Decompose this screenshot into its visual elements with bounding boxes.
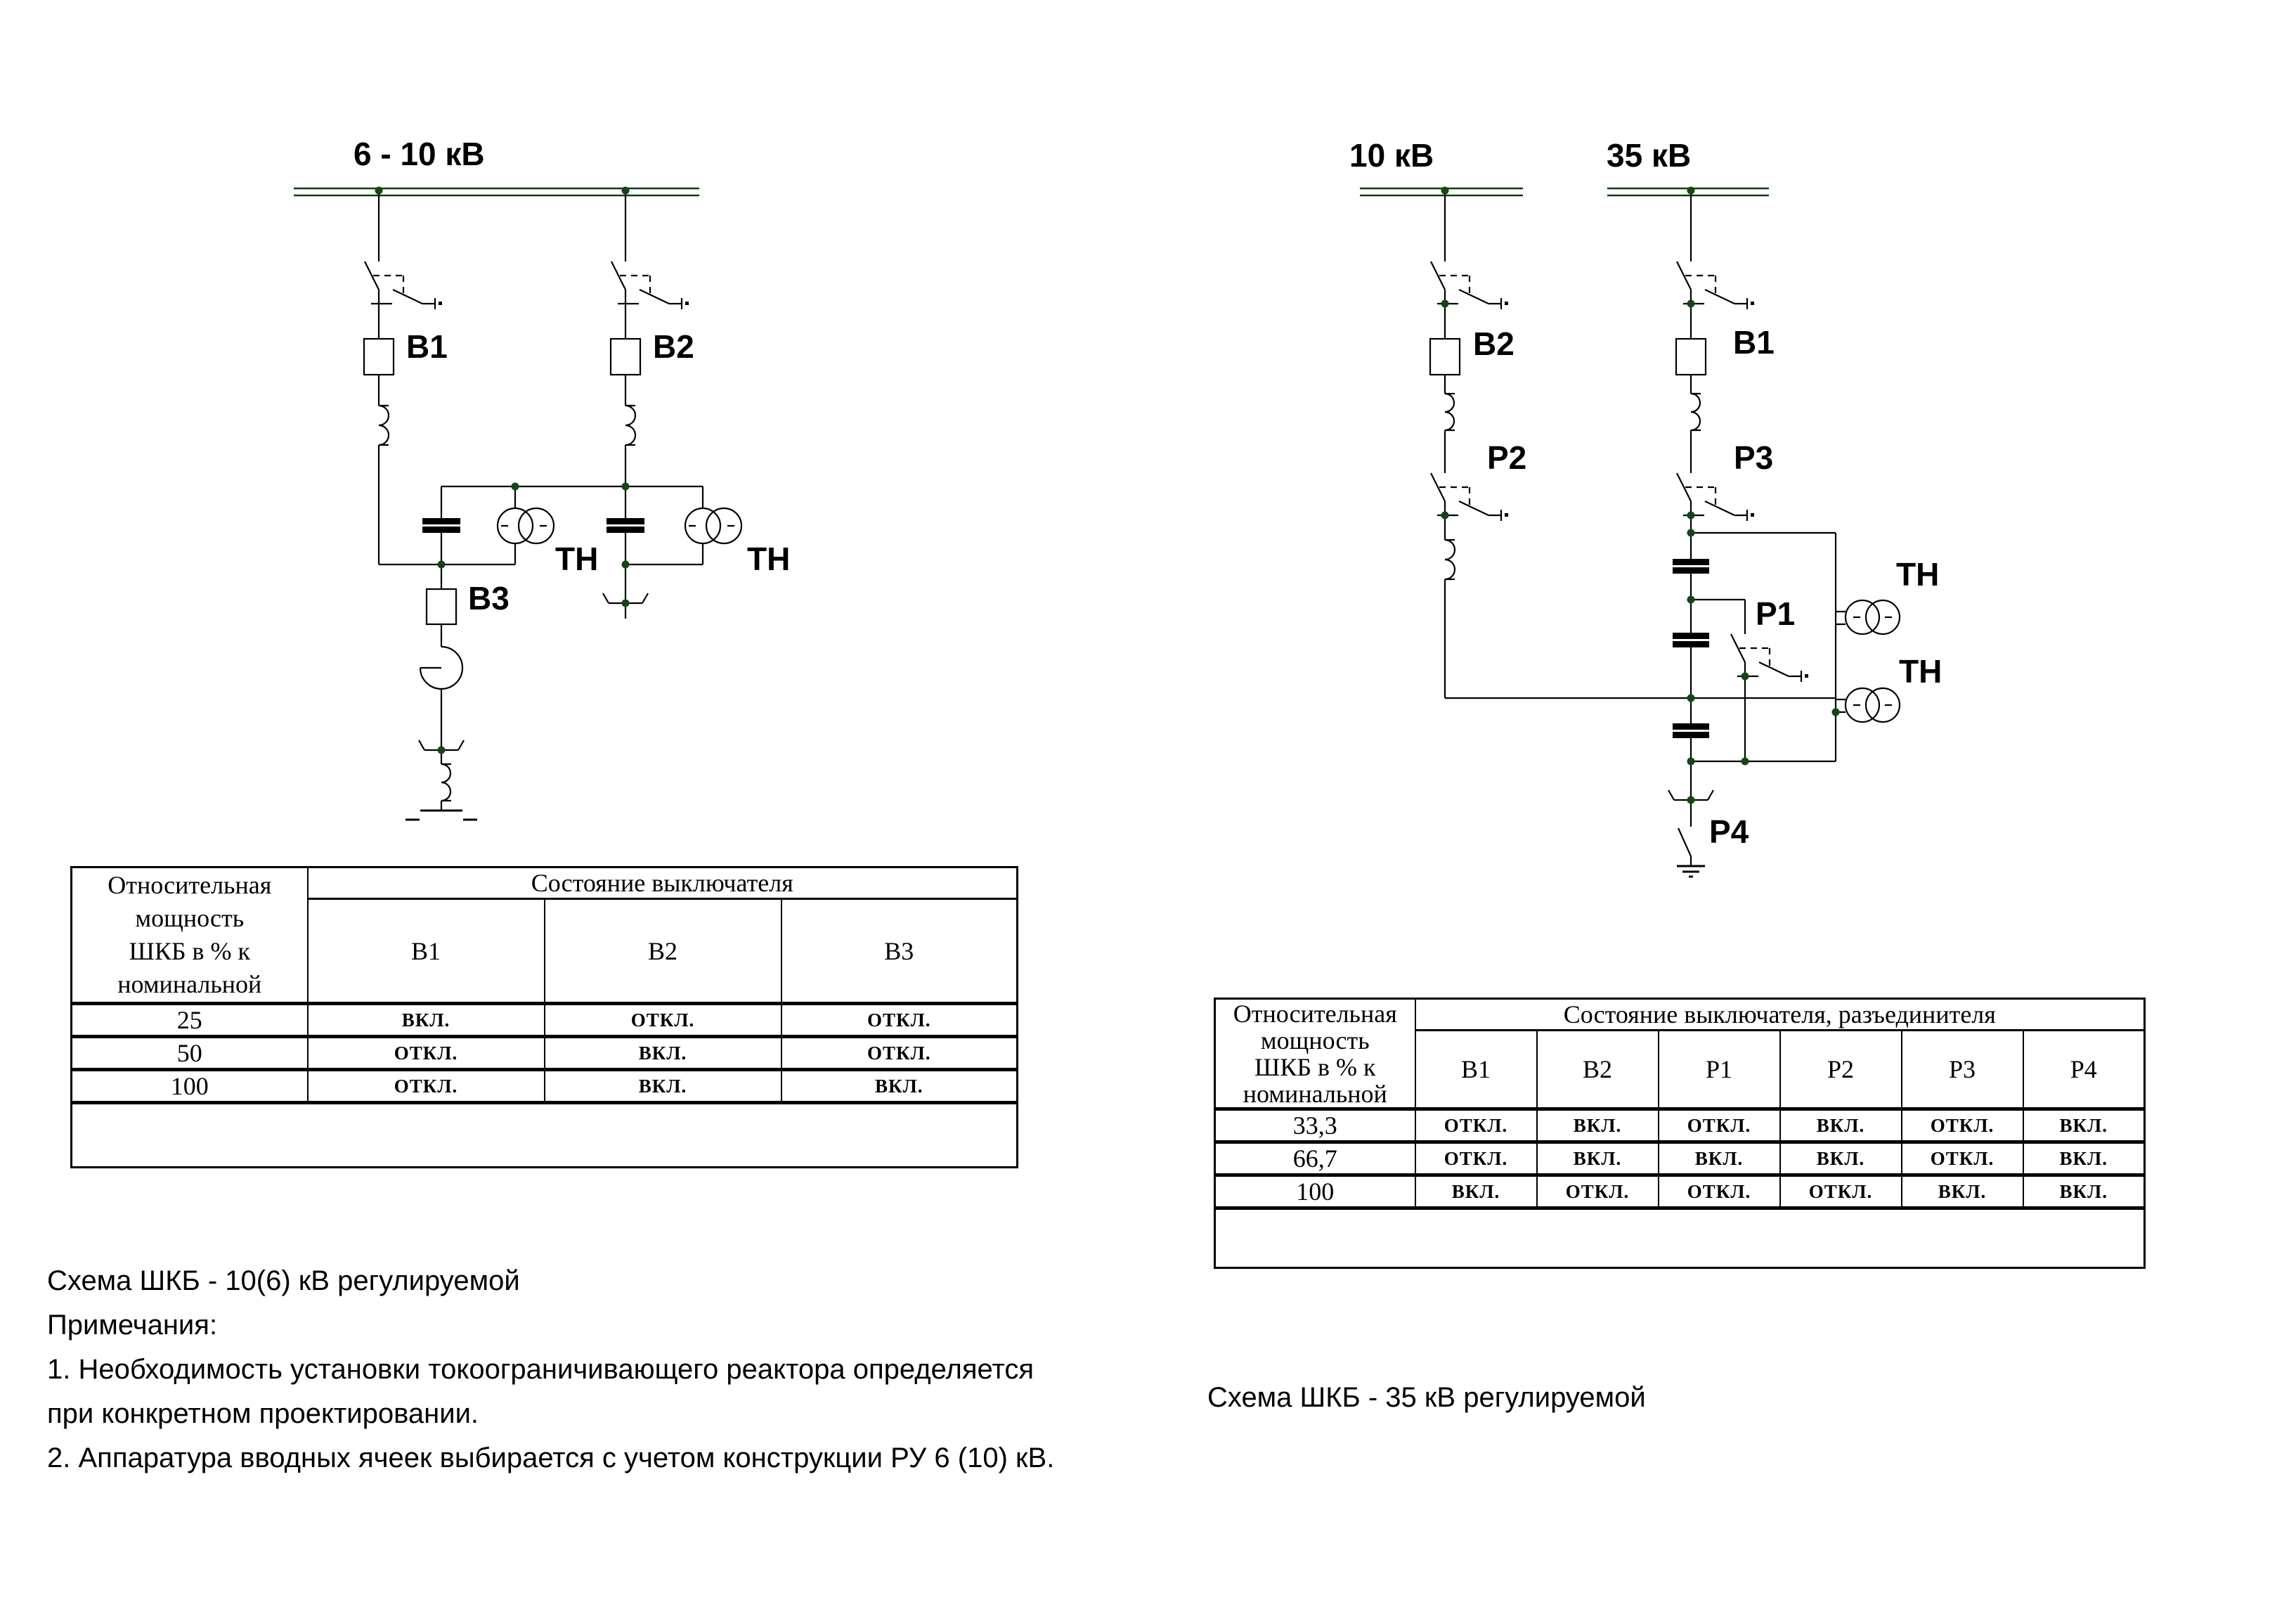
busbar-label-35kv: 35 кВ — [1607, 137, 1692, 174]
earth-contact-dot — [1505, 302, 1508, 305]
vt-return-line — [1691, 533, 1846, 761]
label-breaker-b2-right: В2 — [1473, 325, 1515, 362]
state-cell: ОТКЛ. — [1415, 1109, 1537, 1142]
empty-cell — [72, 1103, 1018, 1168]
capacitor-section-1 — [1673, 562, 1709, 571]
right-table-col-p2: Р2 — [1780, 1031, 1902, 1109]
left-table-state-header: Состояние выключателя — [308, 867, 1018, 899]
empty-cell — [1215, 1208, 2145, 1268]
label-vt2-right: ТН — [1899, 653, 1942, 690]
right-table-col-p4: Р4 — [2023, 1031, 2145, 1109]
disconnector-linkage-dashes-left — [373, 276, 650, 294]
right-table-col-b2: В2 — [1537, 1031, 1659, 1109]
state-cell: ОТКЛ. — [1780, 1175, 1902, 1208]
power-cell: 50 — [72, 1037, 308, 1070]
ct-arcs-35kv — [1691, 394, 1701, 430]
left-table-col-b2: В2 — [545, 899, 781, 1004]
ct-arcs-10kv-lower — [1445, 540, 1455, 579]
right-schematic — [1360, 187, 1900, 877]
left-scheme-caption: Схема ШКБ - 10(6) кВ регулируемой — [47, 1265, 520, 1296]
label-vt2-left: ТН — [747, 541, 791, 577]
state-cell: ОТКЛ. — [1415, 1142, 1537, 1175]
breaker-b1-box — [364, 339, 394, 375]
p4-disconnector-blade — [1678, 828, 1691, 856]
earth-contact-dot — [1505, 513, 1508, 517]
power-header-line: ШКБ в % к — [1254, 1052, 1376, 1081]
capacitor-2 — [607, 522, 644, 530]
ground-symbol — [1677, 866, 1705, 877]
table-row — [1215, 1175, 2145, 1208]
table-empty-row — [1215, 1208, 2145, 1268]
power-header-line: Относительная — [1233, 999, 1397, 1028]
state-cell: ОТКЛ. — [1659, 1109, 1780, 1142]
voltage-transformer-2 — [685, 486, 741, 564]
voltage-transformer-right-2 — [1846, 688, 1900, 722]
notes-title: Примечания: — [47, 1310, 218, 1341]
breaker-b1-right-box — [1676, 339, 1706, 375]
state-cell: ВКЛ. — [1780, 1109, 1902, 1142]
table-empty-row — [72, 1103, 1018, 1168]
power-header-line: номинальной — [117, 970, 262, 998]
state-cell: ВКЛ. — [1902, 1175, 2023, 1208]
bank-winding-arcs — [441, 764, 451, 811]
right-switch-state-table — [1214, 998, 2146, 1269]
power-header-line: ШКБ в % к — [129, 937, 250, 965]
state-cell: ВКЛ. — [2023, 1142, 2145, 1175]
power-header-line: Относительная — [108, 871, 272, 899]
voltage-transformer-right-1 — [1846, 600, 1900, 634]
table-row — [1215, 1109, 2145, 1142]
reactor-symbol — [420, 647, 462, 689]
capacitor-section-2 — [1673, 636, 1709, 645]
state-cell: ОТКЛ. — [1902, 1109, 2023, 1142]
label-disconnector-p4: Р4 — [1709, 813, 1749, 850]
state-cell: ОТКЛ. — [781, 1037, 1018, 1070]
power-cell: 33,3 — [1215, 1109, 1415, 1142]
busbar-label-6-10kv: 6 - 10 кВ — [354, 136, 485, 172]
state-cell: ВКЛ. — [1537, 1109, 1659, 1142]
state-cell: ВКЛ. — [1415, 1175, 1537, 1208]
right-scheme-caption: Схема ШКБ - 35 кВ регулируемой — [1207, 1382, 1646, 1413]
label-breaker-b1: В1 — [406, 328, 448, 365]
capacitor-section-3 — [1673, 727, 1709, 735]
state-cell: ОТКЛ. — [781, 1004, 1018, 1037]
power-header-line: мощность — [1260, 1026, 1370, 1054]
ct-arcs-feeder2 — [625, 406, 635, 445]
earth-contact-dot — [439, 302, 442, 305]
left-table-power-header — [72, 867, 308, 1004]
state-cell: ОТКЛ. — [1659, 1175, 1780, 1208]
state-cell: ВКЛ. — [2023, 1109, 2145, 1142]
right-table-state-header: Состояние выключателя, разъединителя — [1415, 999, 2145, 1031]
label-vt1-right: ТН — [1896, 556, 1940, 593]
state-cell: ВКЛ. — [1780, 1142, 1902, 1175]
state-cell: ОТКЛ. — [1902, 1142, 2023, 1175]
right-table-col-p1: Р1 — [1659, 1031, 1780, 1109]
earth-contact-dot — [1805, 674, 1808, 678]
state-cell: ВКЛ. — [545, 1037, 781, 1070]
label-breaker-b2: В2 — [653, 328, 694, 365]
table-row — [72, 1070, 1018, 1103]
power-header-line: мощность — [135, 904, 245, 932]
label-breaker-b3: В3 — [468, 580, 510, 617]
left-schematic — [294, 187, 741, 820]
state-cell: ВКЛ. — [2023, 1175, 2145, 1208]
busbar-6-10kv — [294, 188, 699, 195]
breaker-b3-box — [427, 589, 456, 624]
capacitor-1 — [422, 522, 460, 530]
power-header-line: номинальной — [1243, 1079, 1387, 1108]
right-table-power-header — [1215, 999, 1415, 1109]
state-cell: ОТКЛ. — [308, 1037, 545, 1070]
right-table-col-b1: В1 — [1415, 1031, 1537, 1109]
ct-arcs-10kv-upper — [1445, 394, 1455, 430]
junction-dots-left — [375, 187, 630, 754]
power-cell: 100 — [1215, 1175, 1415, 1208]
ct-arcs-feeder1 — [379, 406, 389, 445]
label-disconnector-p3: Р3 — [1734, 439, 1774, 476]
power-cell: 25 — [72, 1004, 308, 1037]
busbar-label-10kv: 10 кВ — [1349, 137, 1434, 174]
state-cell: ОТКЛ. — [1537, 1175, 1659, 1208]
state-cell: ВКЛ. — [545, 1070, 781, 1103]
earth-contact-dot — [1751, 513, 1754, 517]
state-cell: ВКЛ. — [308, 1004, 545, 1037]
table-row — [72, 1004, 1018, 1037]
note-1-line-2: при конкретном проектировании. — [47, 1398, 479, 1429]
label-breaker-b1-right: В1 — [1733, 324, 1775, 361]
breaker-b2-right-box — [1430, 339, 1460, 375]
state-cell: ВКЛ. — [1537, 1142, 1659, 1175]
state-cell: ОТКЛ. — [308, 1070, 545, 1103]
voltage-transformer-1 — [498, 486, 554, 564]
table-row — [1215, 1142, 2145, 1175]
junction-dots-right — [1441, 187, 1840, 804]
earth-contact-dot — [1751, 302, 1754, 305]
left-table-col-b3: В3 — [781, 899, 1018, 1004]
label-disconnector-p2: Р2 — [1487, 439, 1527, 476]
left-switch-state-table — [70, 866, 1018, 1168]
earth-contact-dot — [685, 302, 689, 305]
state-cell: ОТКЛ. — [545, 1004, 781, 1037]
disconnector-earthswitch-symbols-left — [365, 262, 682, 309]
capacitor-bank-terminal — [406, 811, 477, 820]
right-table-col-p3: Р3 — [1902, 1031, 2023, 1109]
note-1-line-1: 1. Необходимость установки токоограничивающего реактора определяется — [47, 1354, 1034, 1385]
power-cell: 100 — [72, 1070, 308, 1103]
note-2: 2. Аппаратура вводных ячеек выбирается с учетом конструкции РУ 6 (10) кВ. — [47, 1443, 1055, 1473]
state-cell: ВКЛ. — [1659, 1142, 1780, 1175]
table-row — [72, 1037, 1018, 1070]
breaker-b2-box — [611, 339, 640, 375]
left-table-col-b1: В1 — [308, 899, 545, 1004]
label-disconnector-p1: Р1 — [1756, 595, 1796, 632]
label-vt1-left: ТН — [555, 541, 599, 577]
state-cell: ВКЛ. — [781, 1070, 1018, 1103]
power-cell: 66,7 — [1215, 1142, 1415, 1175]
